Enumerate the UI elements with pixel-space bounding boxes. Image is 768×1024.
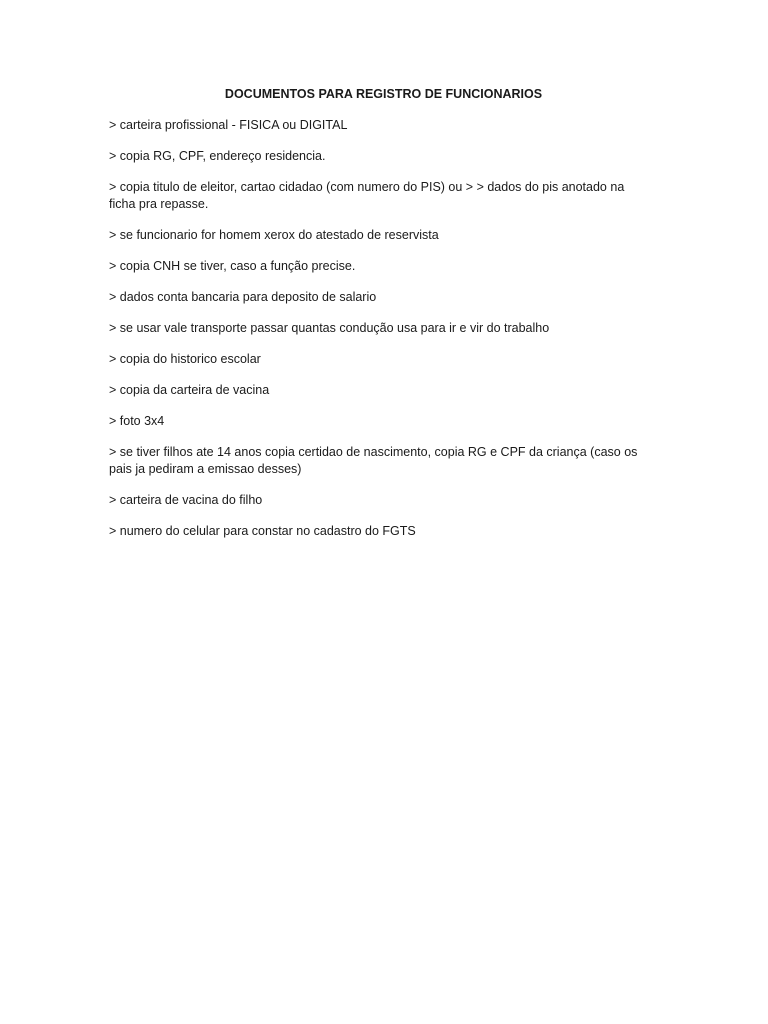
list-item: > dados conta bancaria para deposito de salario xyxy=(109,290,377,304)
list-item: > se usar vale transporte passar quantas condução usa para ir e vir do trabalho xyxy=(109,321,550,335)
list-item: > se funcionario for homem xerox do atestado de reservista xyxy=(109,228,439,242)
document-title: DOCUMENTOS PARA REGISTRO DE FUNCIONARIOS xyxy=(224,87,543,101)
list-item: > se tiver filhos ate 14 anos copia certidao de nascimento, copia RG e CPF da criança (caso os pais ja pediram a emissao desses) xyxy=(109,445,638,476)
list-item: > carteira profissional - FISICA ou DIGITAL xyxy=(109,118,348,132)
list-item: > foto 3x4 xyxy=(109,414,165,428)
requirements-list xyxy=(109,117,658,540)
list-item: > copia CNH se tiver, caso a função precise. xyxy=(109,259,356,273)
list-item: > copia do historico escolar xyxy=(109,352,261,366)
list-item: > copia titulo de eleitor, cartao cidadao (com numero do PIS) ou > > dados do pis anotado na ficha pra repasse. xyxy=(109,180,625,211)
list-item: > copia da carteira de vacina xyxy=(109,383,270,397)
list-item: > carteira de vacina do filho xyxy=(109,493,263,507)
list-item: > numero do celular para constar no cadastro do FGTS xyxy=(109,524,416,538)
list-item: > copia RG, CPF, endereço residencia. xyxy=(109,149,326,163)
